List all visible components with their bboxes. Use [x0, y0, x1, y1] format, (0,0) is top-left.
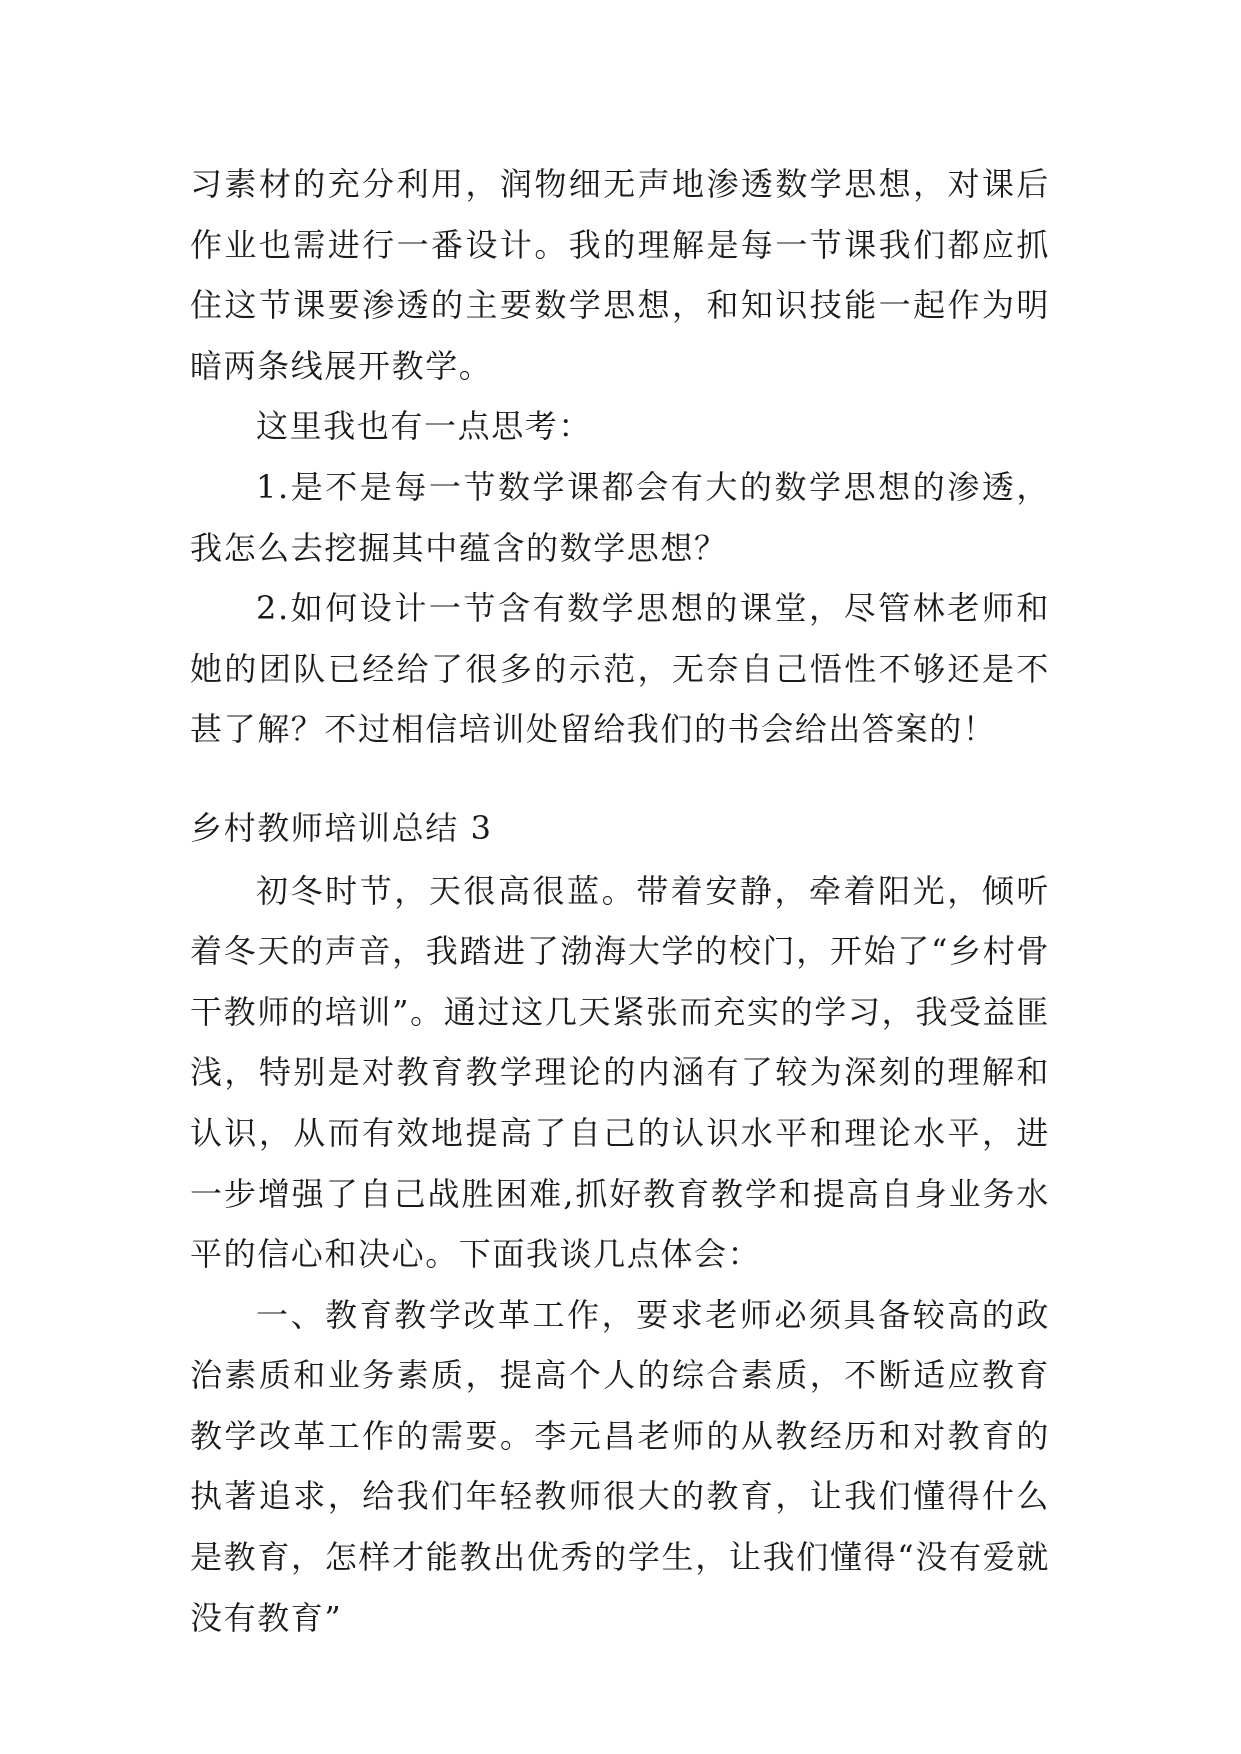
document-body	[190, 154, 1050, 1648]
paragraph-question-1: 1.是不是每一节数学课都会有大的数学思想的渗透，我怎么去挖掘其中蕴含的数学思想？	[190, 467, 1050, 567]
paragraph-question-2: 2.如何设计一节含有数学思想的课堂，尽管林老师和她的团队已经给了很多的示范，无奈自己悟性不够还是不甚了解？不过相信培训处留给我们的书会给出答案的！	[190, 589, 1050, 749]
paragraph-continuation: 习素材的充分利用，润物细无声地渗透数学思想，对课后作业也需进行一番设计。我的理解是每一节课我们都应抓住这节课要渗透的主要数学思想，和知识技能一起作为明暗两条线展开教学。	[190, 165, 1050, 385]
section-title: 乡村教师培训总结 3	[190, 808, 493, 847]
paragraph-intro: 初冬时节，天很高很蓝。带着安静，牵着阳光，倾听着冬天的声音，我踏进了渤海大学的校门，开始了“乡村骨干教师的培训”。通过这几天紧张而充实的学习，我受益匪浅，特别是对教育教学理论的内涵有了较为深刻的理解和认识，从而有效地提高了自己的认识水平和理论水平，进一步增强了自己战胜困难,抓好教育教学和提高自身业务水平的信心和决心。下面我谈几点体会：	[190, 871, 1050, 1274]
paragraph-point-1: 一、教育教学改革工作，要求老师必须具备较高的政治素质和业务素质，提高个人的综合素质，不断适应教育教学改革工作的需要。李元昌老师的从教经历和对教育的执著追求，给我们年轻教师很大的教育，让我们懂得什么是教育，怎样才能教出优秀的学生，让我们懂得“没有爱就没有教育”	[190, 1295, 1050, 1637]
paragraph-thinking-intro: 这里我也有一点思考：	[256, 407, 593, 446]
